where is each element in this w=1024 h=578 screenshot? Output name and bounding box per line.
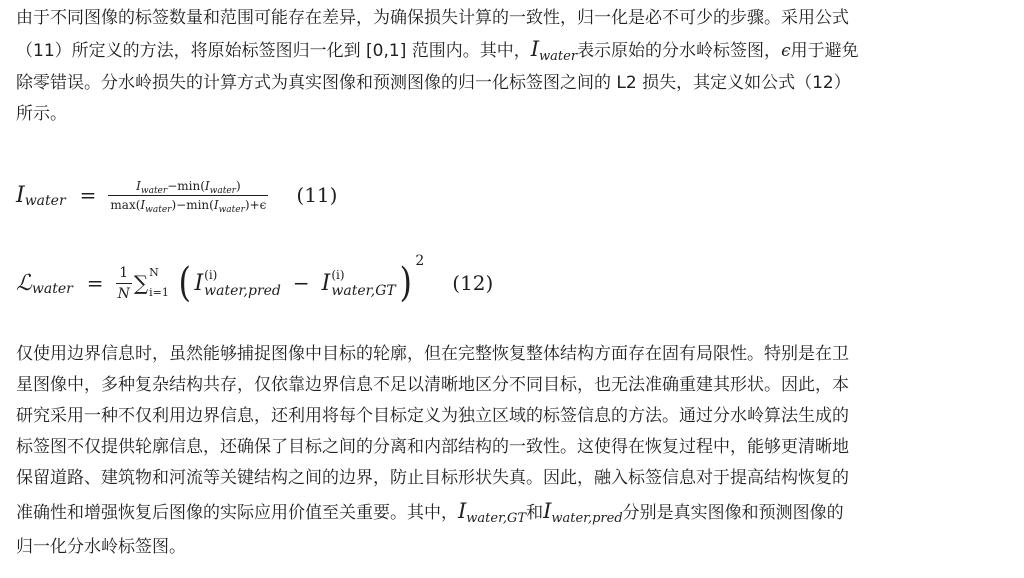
math-subscript: water [218,204,245,215]
eq11-number: (11) [296,183,338,207]
text-line [16,496,1006,530]
math-subscript: water [145,204,172,215]
equation-12 [16,250,493,316]
eq12-term-pred [194,267,280,299]
text-span: 星图像中，多种复杂结构共存，仅依靠边界信息不足以清晰地区分不同目标，也无法准确重建其形状。因此，本 [16,375,849,395]
paragraph-label-information [16,339,1006,563]
eq12-lhs-symbol: ℒ [16,270,32,296]
math-superscript: (i) [204,268,218,282]
math-subscript: water,GT [466,511,527,526]
eq11-fraction [108,178,268,215]
text-line [16,99,1006,130]
math-symbol-I: I [458,499,467,523]
eq11-numerator [134,179,243,195]
math-symbol-I: I [543,499,552,523]
math-symbol: I [140,197,146,212]
eq12-equals: = [86,271,104,295]
eq12-close-paren: ) [399,260,412,306]
sum-limits [149,266,169,299]
text-line [16,463,1006,494]
text-span: 所示。 [16,104,67,124]
sum-upper-limit: N [149,266,159,279]
eq12-minus: − [292,271,310,295]
text-line [16,68,1006,99]
math-operator: )+ϵ [244,197,267,212]
math-symbol: I [213,197,219,212]
text-span: 表示原始的分水岭标签图， [577,41,782,61]
math-subscript: water,pred [204,283,281,299]
text-span: 归一化分水岭标签图。 [16,537,186,557]
math-scripts [204,267,281,299]
math-scripts [331,267,395,299]
sum-symbol: ∑ [133,271,149,295]
text-line [16,34,1006,68]
math-symbol: I [136,178,141,193]
text-line [16,3,1006,34]
sum-lower-limit: i=1 [149,286,169,299]
math-operator: ) [235,178,241,193]
math-symbol: I [204,178,210,193]
text-span: 由于不同图像的标签数量和范围可能存在差异，为确保损失计算的一致性，归一化是必不可少的步骤。采用公式 [16,8,849,28]
math-subscript: water [539,49,578,64]
math-operator: −min( [167,178,205,193]
text-line [16,401,1006,432]
math-epsilon: ϵ [781,41,791,61]
eq12-term-gt [322,267,396,299]
eq12-number: (12) [452,271,494,295]
math-symbol: I [194,270,204,296]
math-subscript: water,GT [331,283,396,299]
eq12-summation [133,266,169,299]
equation-11 [16,170,337,220]
text-span: 除零错误。分水岭损失的计算方式为真实图像和预测图像的归一化标签图之间的 L2 损失，其定义如公式（12） [16,73,851,93]
text-span: 仅使用边界信息时，虽然能够捕捉图像中目标的轮廓，但在完整恢复整体结构方面存在固有局限性。特别是在卫 [16,344,849,364]
eq12-denominator: N [116,283,132,302]
text-span: 标签图不仅提供轮廓信息，还确保了目标之间的分离和内部结构的一致性。这使得在恢复过程中，能够更清晰地 [16,437,849,457]
eq12-power: 2 [415,253,425,269]
text-line [16,532,1006,563]
math-operator: )−min( [171,197,214,212]
math-subscript: water [209,185,236,196]
text-line [16,370,1006,401]
eq12-numerator: 1 [119,264,129,281]
math-superscript: (i) [331,268,345,282]
math-operator: max( [110,197,141,212]
text-span: 分别是真实图像和预测图像的 [622,503,844,523]
math-symbol-I: I [530,37,540,61]
paragraph-normalization [16,3,1006,130]
text-span: （11）所定义的方法，将原始标签图归一化到 [0,1] 范围内。其中， [16,41,531,61]
text-line [16,339,1006,370]
text-span: 准确性和增强恢复后图像的实际应用价值至关重要。其中， [16,503,458,523]
eq11-lhs-symbol: I [16,182,25,208]
text-line [16,432,1006,463]
text-span: 和 [526,503,544,523]
math-symbol: I [321,270,331,296]
text-span: 保留道路、建筑物和河流等关键结构之间的边界，防止目标形状失真。因此，融入标签信息对于提高结构恢复的 [16,468,849,488]
text-span: 研究采用一种不仅利用边界信息，还利用将每个目标定义为独立区域的标签信息的方法。通过分水岭算法生成的 [16,406,849,426]
eq11-equals: = [79,183,97,207]
eq11-lhs-subscript: water [24,193,66,209]
eq11-denominator [108,195,268,215]
math-subscript: water [140,185,168,196]
text-span: 用于避免 [790,41,859,61]
eq12-fraction [116,265,132,302]
math-subscript: water,pred [551,511,623,526]
eq12-lhs-subscript: water [31,281,73,297]
eq12-open-paren: ( [178,260,191,306]
